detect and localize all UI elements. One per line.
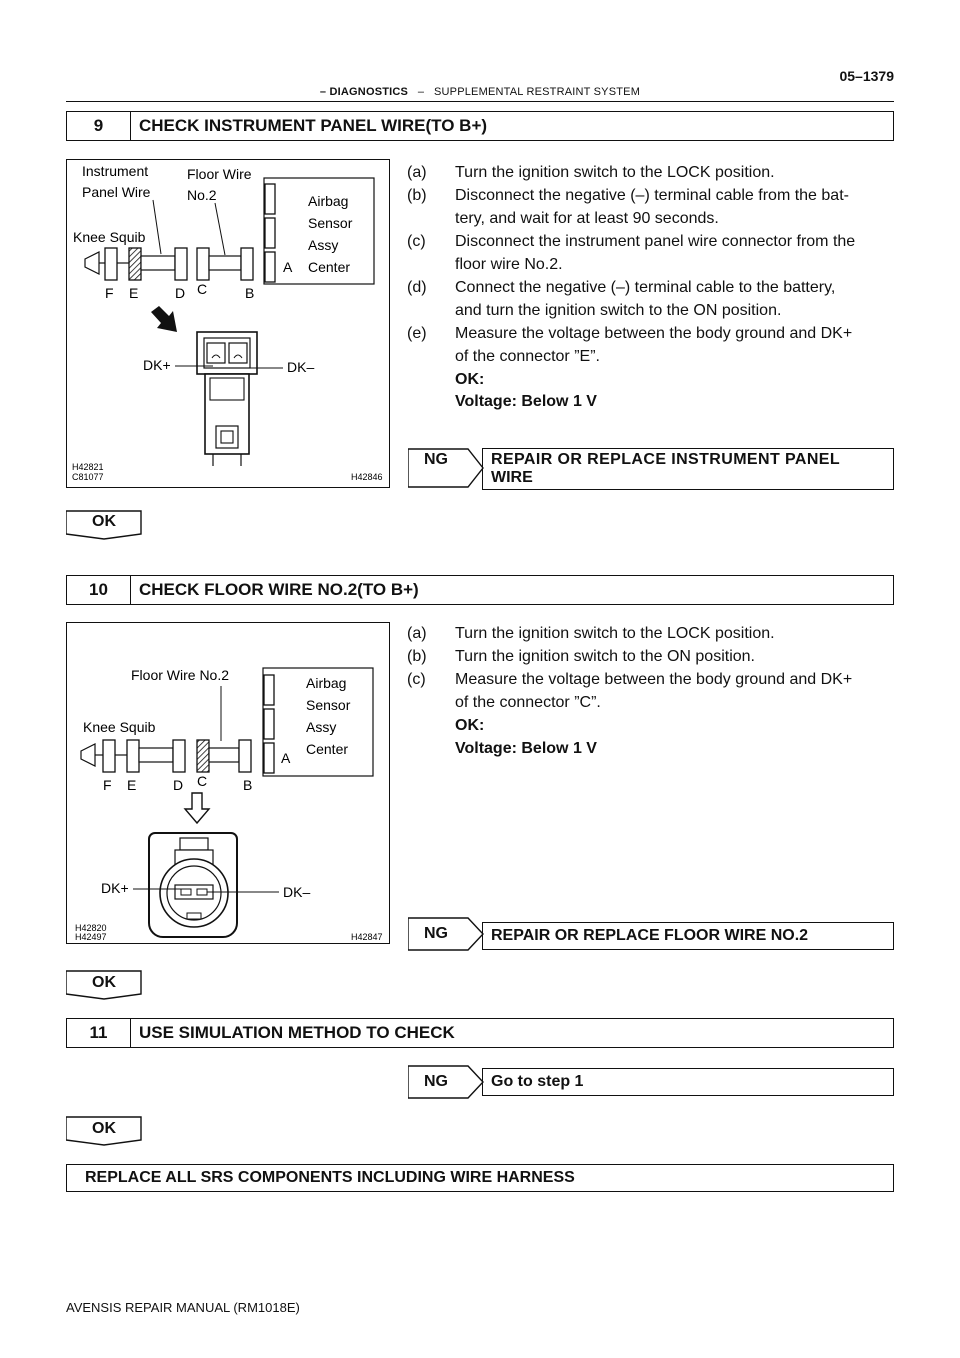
connector-b (239, 740, 251, 772)
step-9-figure (66, 159, 390, 488)
instr-label: (d) (407, 279, 427, 296)
step-10-title: CHECK FLOOR WIRE NO.2(TO B+) (139, 580, 419, 599)
instr-text: Turn the ignition switch to the ON position. (455, 648, 755, 665)
airbag-connector-1 (264, 675, 274, 705)
ng-action-step-10 (482, 922, 894, 950)
label-instrument-panel-wire-1: Instrument (82, 163, 149, 179)
indicator-arrow (185, 793, 209, 823)
airbag-connector-1 (265, 184, 275, 214)
airbag-connector-2 (264, 709, 274, 739)
step-11-number: 11 (67, 1019, 131, 1047)
ng-action-step-9 (482, 448, 894, 490)
label-dk-minus: DK– (287, 359, 315, 375)
label-knee-squib: Knee Squib (73, 229, 146, 245)
label-connector-b: B (243, 777, 253, 793)
instr-text: Turn the ignition switch to the LOCK position. (455, 164, 775, 181)
page-number: 05–1379 (839, 68, 894, 84)
label-airbag-3: Assy (308, 237, 339, 253)
label-airbag-4: Center (306, 741, 349, 757)
ng-label-step-10: NG (424, 925, 448, 942)
connector-b (241, 248, 253, 280)
instr-text: Turn the ignition switch to the LOCK position. (455, 625, 775, 642)
instr-text: Disconnect the negative (–) terminal cable from the bat- (455, 187, 849, 204)
instr-label: (b) (407, 648, 427, 665)
step-10-instructions (407, 622, 897, 762)
connector-d (175, 248, 187, 280)
instr-label: (c) (407, 671, 426, 688)
instr-text: Measure the voltage between the body ground and DK+ (455, 325, 853, 342)
step-11-bar (66, 1018, 894, 1048)
header-section: – DIAGNOSTICS (319, 86, 409, 98)
label-connector-c: C (197, 773, 208, 789)
connector-e (127, 740, 139, 772)
header-separator: – (417, 86, 425, 98)
ok-tab-2-label: OK (92, 974, 116, 991)
instr-text: Connect the negative (–) terminal cable to the battery, (455, 279, 836, 296)
wire-segment (209, 256, 241, 270)
leader-instrument-panel (153, 200, 161, 254)
header-subsection: SUPPLEMENTAL RESTRAINT SYSTEM (433, 86, 641, 98)
connector-front-view (149, 833, 237, 937)
connector-f (103, 740, 115, 772)
label-airbag-2: Sensor (306, 697, 351, 713)
indicator-arrow (151, 306, 177, 332)
ng-action-step-11 (482, 1068, 894, 1096)
ok-label: OK: (455, 717, 485, 734)
instr-label: (a) (407, 625, 427, 642)
ok-tab-3-label: OK (92, 1120, 116, 1137)
instr-text-cont: and turn the ignition switch to the ON position. (455, 302, 782, 319)
label-airbag-4: Center (308, 259, 351, 275)
ok-spec: Voltage: Below 1 V (455, 393, 597, 410)
label-connector-f: F (103, 777, 112, 793)
figure-code-2: H42497 (75, 932, 107, 942)
label-airbag-1: Airbag (308, 193, 349, 209)
instr-label: (b) (407, 187, 427, 204)
ng-action-line-2: WIRE (491, 469, 533, 486)
ok-spec: Voltage: Below 1 V (455, 740, 597, 757)
figure-code-right: H42847 (351, 932, 383, 942)
label-connector-e: E (129, 285, 139, 301)
squib-plug (85, 252, 99, 274)
connector-front-view (197, 332, 257, 466)
label-floor-wire: Floor Wire No.2 (131, 667, 230, 683)
footer: AVENSIS REPAIR MANUAL (RM1018E) (66, 1300, 300, 1315)
wire-segment (209, 748, 239, 762)
final-action-box: REPLACE ALL SRS COMPONENTS INCLUDING WIRE HARNESS (66, 1164, 894, 1192)
instr-label: (e) (407, 325, 427, 342)
label-connector-b: B (245, 285, 255, 301)
label-dk-plus: DK+ (143, 357, 171, 373)
ok-label: OK: (455, 371, 485, 388)
label-floor-wire-2: No.2 (187, 187, 217, 203)
running-header (0, 86, 960, 98)
label-dk-plus: DK+ (101, 880, 129, 896)
label-knee-squib: Knee Squib (83, 719, 156, 735)
airbag-connector-a (265, 252, 275, 282)
step-9-title: CHECK INSTRUMENT PANEL WIRE(TO B+) (139, 116, 488, 135)
ng-label-step-11: NG (424, 1073, 448, 1090)
label-connector-e: E (127, 777, 137, 793)
connector-c (197, 740, 209, 772)
step-9-bar (66, 111, 894, 141)
ng-action-line-1: REPAIR OR REPLACE FLOOR WIRE NO.2 (491, 927, 809, 944)
label-connector-a: A (281, 750, 291, 766)
step-9-number: 9 (67, 112, 131, 140)
label-dk-minus: DK– (283, 884, 311, 900)
label-connector-d: D (175, 285, 186, 301)
label-floor-wire-1: Floor Wire (187, 166, 252, 182)
step-10-diagram (67, 623, 389, 943)
instr-text-cont: of the connector ”E”. (455, 348, 600, 365)
step-9-diagram (67, 160, 389, 487)
figure-code-2: C81077 (72, 472, 104, 482)
figure-code-1: H42821 (72, 462, 104, 472)
wire-segment (141, 256, 175, 270)
ng-label-step-9: NG (424, 451, 448, 468)
figure-code-right: H42846 (351, 472, 383, 482)
instr-text-cont: of the connector ”C”. (455, 694, 601, 711)
step-9-instructions (407, 161, 897, 411)
connector-d (173, 740, 185, 772)
step-10-bar (66, 575, 894, 605)
step-11-title: USE SIMULATION METHOD TO CHECK (139, 1023, 455, 1042)
instr-text: Measure the voltage between the body ground and DK+ (455, 671, 853, 688)
instr-label: (a) (407, 164, 427, 181)
connector-c (197, 248, 209, 280)
connector-e (129, 248, 141, 280)
ok-tab-1-label: OK (92, 513, 116, 530)
step-10-number: 10 (67, 576, 131, 604)
label-airbag-3: Assy (306, 719, 337, 735)
ng-action-line-1: Go to step 1 (491, 1073, 584, 1090)
instr-text: Disconnect the instrument panel wire connector from the (455, 233, 856, 250)
leader-floor-wire (215, 203, 225, 255)
wire-segment (139, 748, 173, 762)
label-airbag-2: Sensor (308, 215, 353, 231)
connector-f (105, 248, 117, 280)
label-airbag-1: Airbag (306, 675, 347, 691)
instr-label: (c) (407, 233, 426, 250)
ng-action-line-1: REPAIR OR REPLACE INSTRUMENT PANEL (491, 451, 841, 468)
squib-plug (81, 744, 95, 766)
instr-text-cont: floor wire No.2. (455, 256, 563, 273)
header-rule (66, 101, 894, 102)
airbag-connector-a (264, 743, 274, 773)
airbag-connector-2 (265, 218, 275, 248)
step-10-figure (66, 622, 390, 944)
label-connector-a: A (283, 259, 293, 275)
label-connector-f: F (105, 285, 114, 301)
label-connector-d: D (173, 777, 184, 793)
label-connector-c: C (197, 281, 208, 297)
instr-text-cont: tery, and wait for at least 90 seconds. (455, 210, 719, 227)
figure-code-1: H42820 (75, 923, 107, 933)
label-instrument-panel-wire-2: Panel Wire (82, 184, 151, 200)
